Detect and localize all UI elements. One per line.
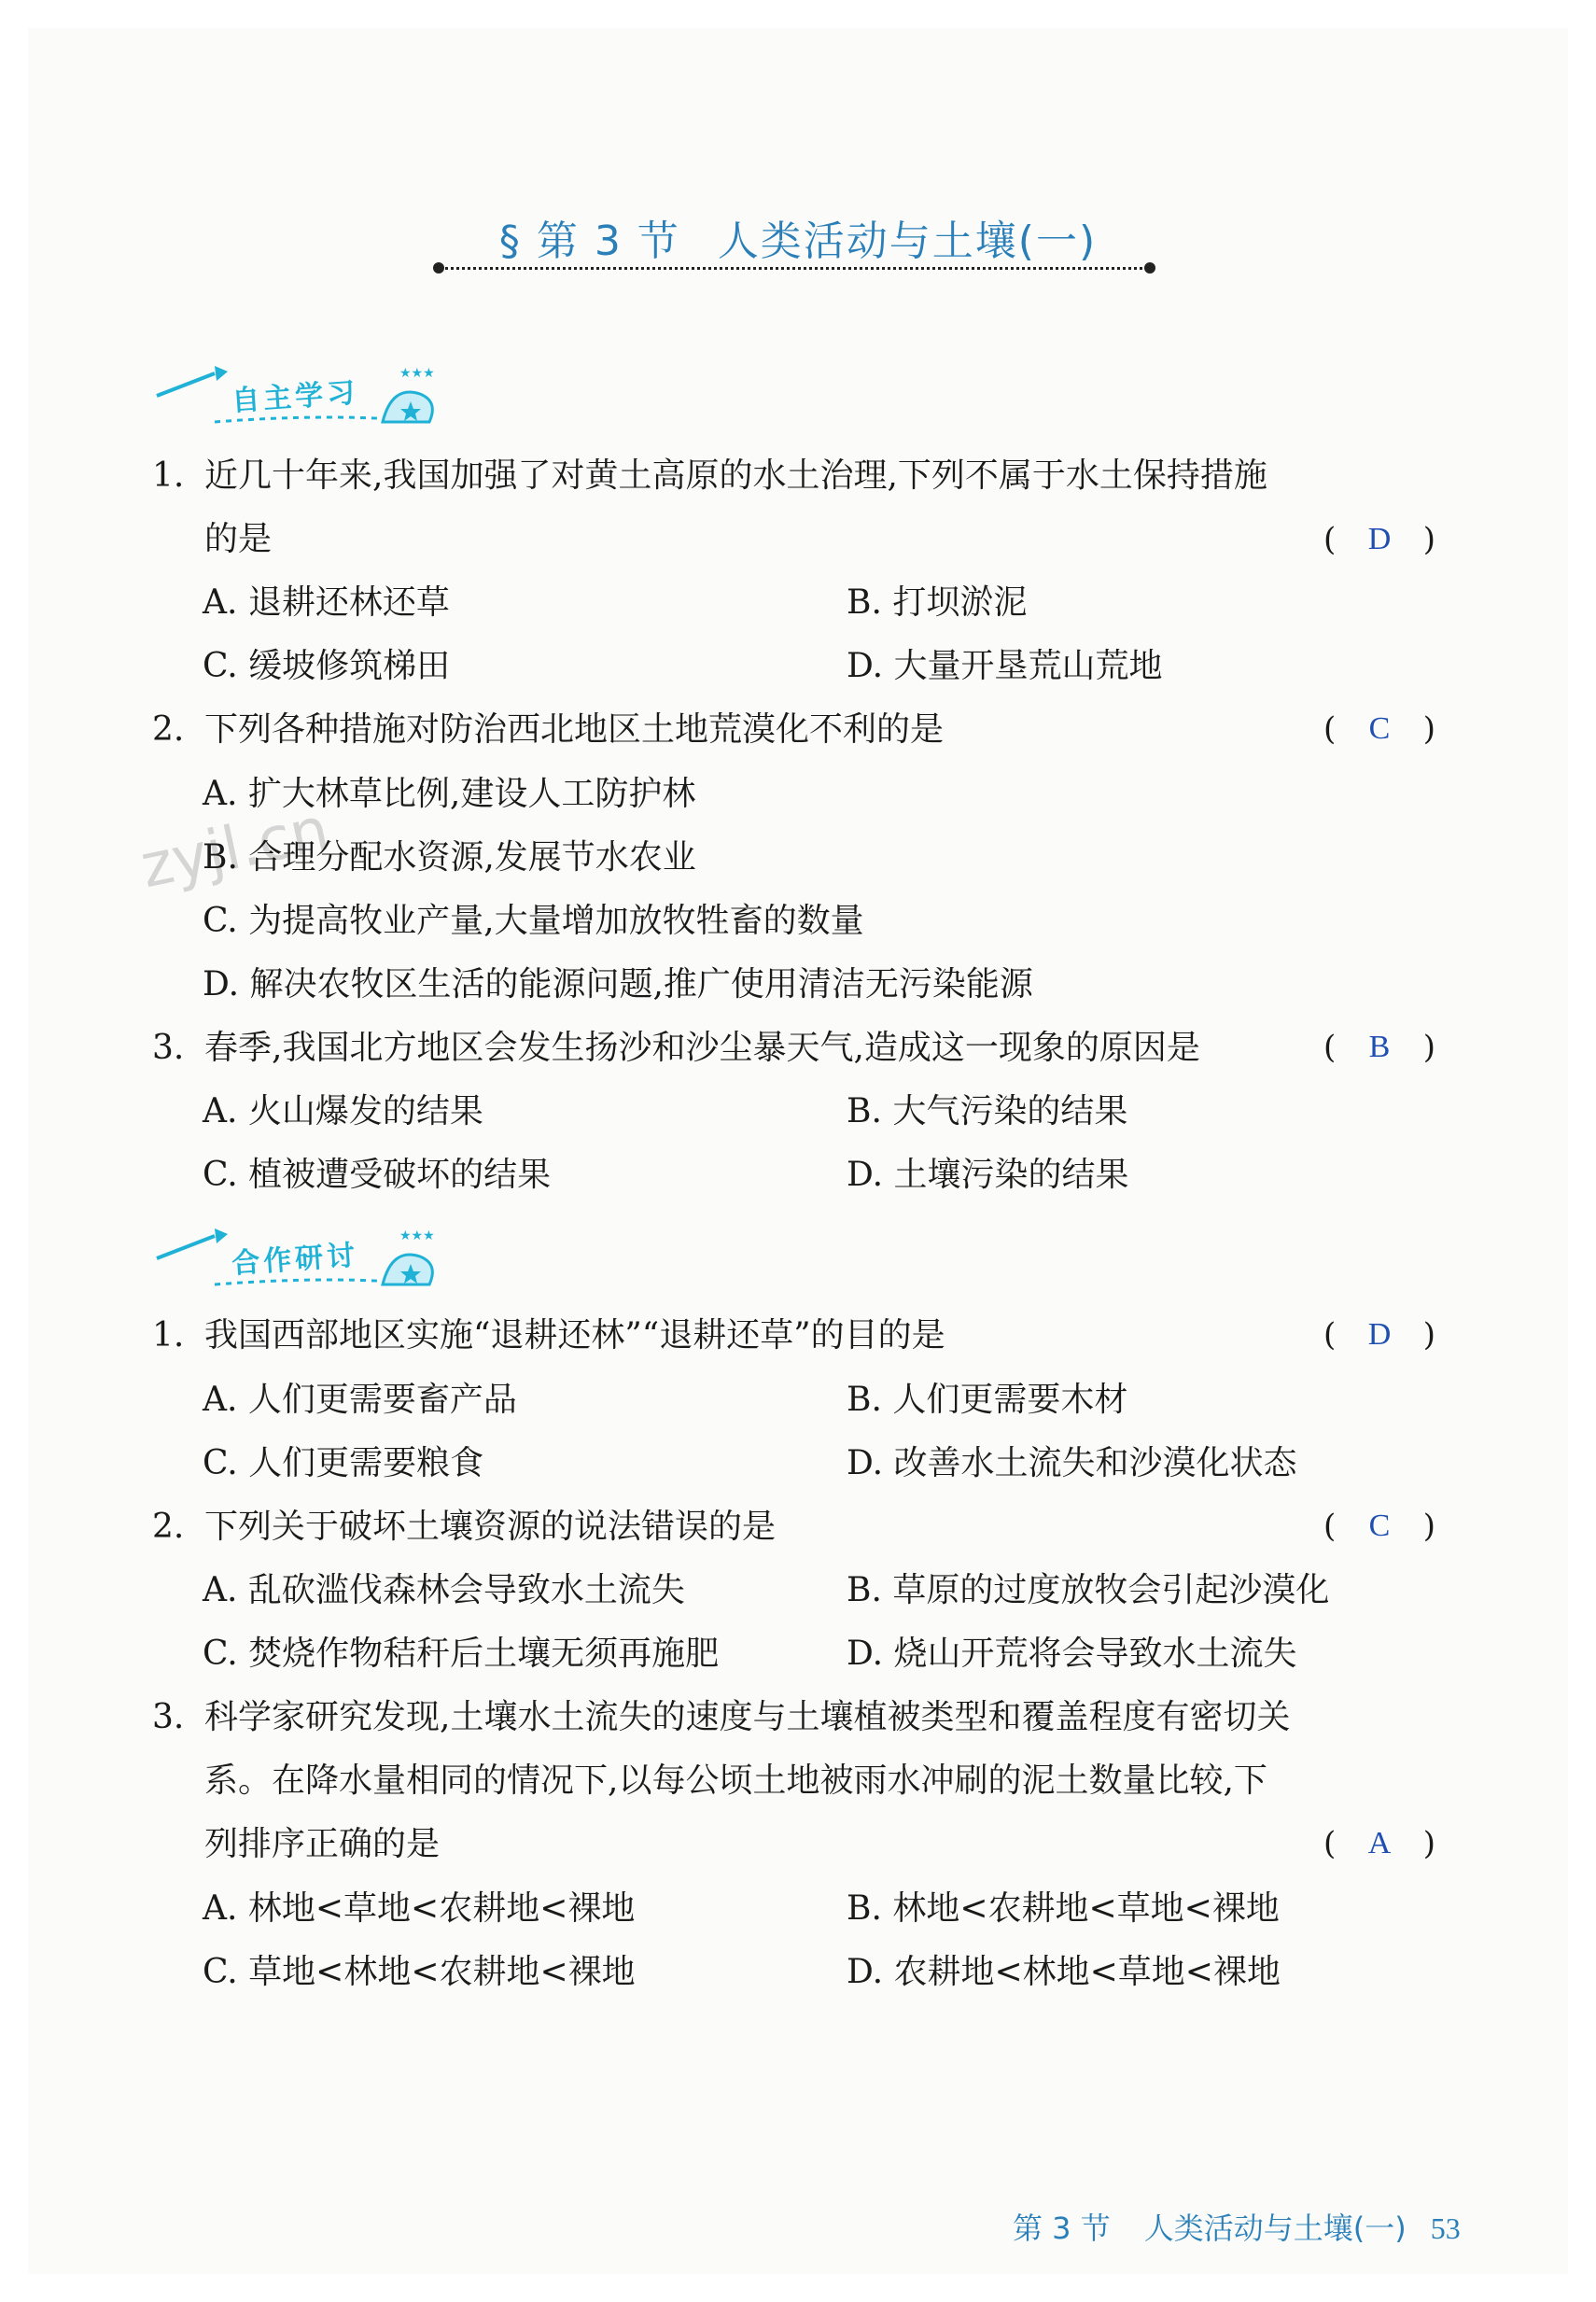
answer-bracket — [1323, 1825, 1435, 1862]
question-text: 下列各种措施对防治西北地区土地荒漠化不利的是 — [204, 710, 945, 749]
answer-bracket — [1323, 1316, 1435, 1354]
page-number: 53 — [1430, 2211, 1461, 2245]
bracket-open: ( — [1323, 710, 1337, 748]
option-c: C. 草地<林地<农耕地<裸地 — [203, 1953, 636, 1991]
question-text: 列排序正确的是 — [204, 1825, 441, 1863]
answer-letter: C — [1368, 711, 1391, 746]
option-b: B. 人们更需要木材 — [847, 1381, 1128, 1419]
option-a: A. 乱砍滥伐森林会导致水土流失 — [203, 1571, 685, 1609]
svg-text:★★★: ★★★ — [399, 366, 435, 381]
question-text: 下列关于破坏土壤资源的说法错误的是 — [204, 1508, 777, 1546]
title-underline-divider — [439, 267, 1150, 270]
question-number: 2. — [152, 710, 185, 749]
option-a: A. 林地<草地<农耕地<裸地 — [203, 1889, 636, 1928]
option-c: C. 焚烧作物秸秆后土壤无须再施肥 — [203, 1635, 720, 1673]
answer-letter: B — [1368, 1030, 1391, 1064]
section-mark: § — [498, 218, 522, 265]
option-d: D. 农耕地<林地<草地<裸地 — [847, 1953, 1281, 1991]
section-title-text: 人类活动与土壤(一) — [717, 218, 1098, 265]
bracket-open: ( — [1323, 1029, 1337, 1066]
option-d: D. 土壤污染的结果 — [847, 1156, 1129, 1194]
option-d: D. 烧山开荒将会导致水土流失 — [847, 1635, 1297, 1673]
option-c: C. 为提高牧业产量,大量增加放牧牲畜的数量 — [203, 902, 864, 940]
bracket-close: ) — [1422, 1029, 1435, 1066]
footer-title: 人类活动与土壤(一) — [1143, 2211, 1407, 2246]
self-study-banner — [149, 357, 448, 431]
option-b: B. 合理分配水资源,发展节水农业 — [203, 838, 696, 877]
option-d: D. 大量开垦荒山荒地 — [847, 647, 1163, 685]
bracket-open: ( — [1323, 521, 1337, 558]
question-text: 科学家研究发现,土壤水土流失的速度与土壤植被类型和覆盖程度有密切关 — [204, 1698, 1291, 1736]
bracket-close: ) — [1422, 1825, 1435, 1862]
section-number: 第 3 节 — [536, 218, 680, 265]
watermark: zyjl.cn — [134, 794, 335, 903]
bracket-open: ( — [1323, 1825, 1337, 1862]
question-number: 1. — [152, 1316, 185, 1355]
answer-letter: C — [1368, 1509, 1391, 1543]
page-footer — [1013, 2205, 1461, 2248]
question-text: 系。在降水量相同的情况下,以每公顷土地被雨水冲刷的泥土数量比较,下 — [204, 1762, 1267, 1800]
question-number: 2. — [152, 1508, 185, 1546]
answer-bracket — [1323, 710, 1435, 748]
bracket-close: ) — [1422, 1508, 1435, 1545]
svg-text:★★★: ★★★ — [399, 1228, 435, 1243]
footer-chapter: 第 3 节 — [1013, 2211, 1111, 2246]
option-b: B. 大气污染的结果 — [847, 1092, 1128, 1130]
question-text: 的是 — [204, 520, 273, 558]
question-text: 近几十年来,我国加强了对黄土高原的水土治理,下列不属于水土保持措施 — [204, 456, 1267, 495]
option-b: B. 林地<农耕地<草地<裸地 — [847, 1889, 1280, 1928]
cooperative-study-banner — [149, 1219, 448, 1294]
option-c: C. 缓坡修筑梯田 — [203, 647, 451, 685]
answer-bracket — [1323, 1508, 1435, 1545]
option-a: A. 扩大林草比例,建设人工防护林 — [203, 775, 696, 813]
answer-bracket — [1323, 521, 1435, 558]
bracket-close: ) — [1422, 1316, 1435, 1354]
answer-letter: D — [1367, 1317, 1392, 1352]
question-number: 3. — [152, 1698, 185, 1736]
option-c: C. 植被遭受破坏的结果 — [203, 1156, 552, 1194]
bracket-close: ) — [1422, 710, 1435, 748]
bracket-close: ) — [1422, 521, 1435, 558]
option-b: B. 草原的过度放牧会引起沙漠化 — [847, 1571, 1330, 1609]
answer-letter: D — [1367, 522, 1392, 556]
answer-letter: A — [1367, 1826, 1392, 1860]
section-header — [0, 207, 1596, 267]
option-c: C. 人们更需要粮食 — [203, 1444, 484, 1482]
option-b: B. 打坝淤泥 — [847, 583, 1028, 622]
option-a: A. 人们更需要畜产品 — [203, 1381, 517, 1419]
bracket-open: ( — [1323, 1508, 1337, 1545]
question-number: 1. — [152, 456, 185, 495]
section-title — [499, 207, 1097, 267]
question-number: 3. — [152, 1029, 185, 1067]
self-study-label: 自主学习 — [231, 376, 360, 418]
option-a: A. 退耕还林还草 — [203, 583, 450, 622]
option-d: D. 改善水土流失和沙漠化状态 — [847, 1444, 1297, 1482]
bracket-open: ( — [1323, 1316, 1337, 1354]
option-d: D. 解决农牧区生活的能源问题,推广使用清洁无污染能源 — [203, 965, 1033, 1004]
question-text: 春季,我国北方地区会发生扬沙和沙尘暴天气,造成这一现象的原因是 — [204, 1029, 1200, 1067]
cooperative-study-label: 合作研讨 — [231, 1239, 360, 1281]
option-a: A. 火山爆发的结果 — [203, 1092, 483, 1130]
question-text: 我国西部地区实施“退耕还林”“退耕还草”的目的是 — [204, 1316, 945, 1355]
answer-bracket — [1323, 1029, 1435, 1066]
